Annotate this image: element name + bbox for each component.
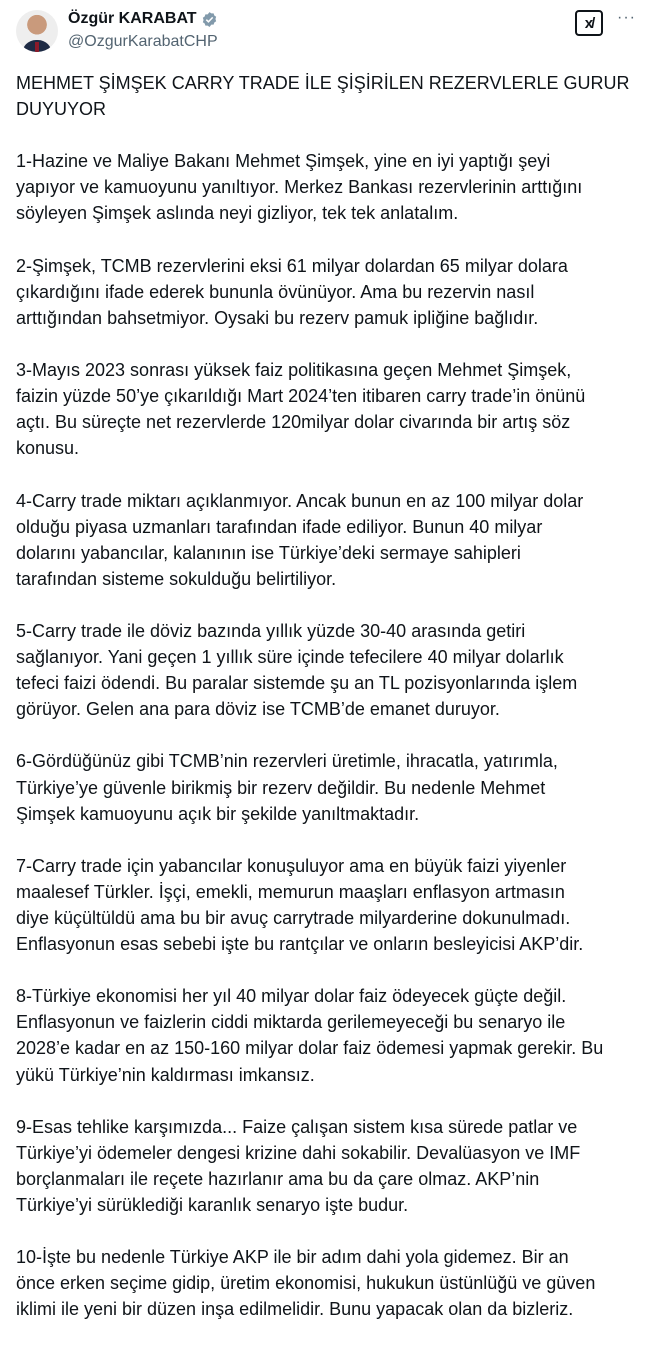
tweet-paragraph	[16, 488, 646, 592]
text-line: Türkiye’yi ödemeler dengesi krizine dahi sokabilir. Devalüasyon ve IMF	[16, 1142, 581, 1163]
tweet-paragraph	[16, 983, 646, 1087]
tweet-headline	[16, 70, 646, 122]
tweet-paragraph	[16, 1244, 646, 1322]
text-line: görüyor. Gelen ana para döviz ise TCMB’de emanet duruyor.	[16, 699, 500, 720]
text-line: 6-Gördüğünüz gibi TCMB’nin rezervleri üretimle, ihracatla, yatırımla,	[16, 751, 558, 772]
text-line: tefeci faizi ödendi. Bu paralar sistemde şu an TL pozisyonlarında işlem	[16, 673, 578, 694]
more-options-icon[interactable]: ···	[617, 9, 636, 26]
text-line: diye küçültüldü ama bu bir avuç carrytrade milyarderine dokunulmadı.	[16, 908, 571, 928]
text-line: olduğu piyasa uzmanları tarafından ifade ediliyor. Bunun 40 milyar	[16, 516, 543, 537]
tweet-paragraph	[16, 853, 646, 957]
tweet-paragraph	[16, 357, 646, 461]
text-line: faizin yüzde 50’ye çıkarıldığı Mart 2024’ten itibaren carry trade’in önünü	[16, 386, 586, 407]
verified-badge-icon	[201, 11, 218, 28]
text-line: DUYUYOR	[16, 99, 107, 120]
text-line: yapıyor ve kamuoyunu yanıltıyor. Merkez Bankası rezervlerinin arttığını	[16, 177, 583, 198]
text-line: 8-Türkiye ekonomisi her yıl 40 milyar dolar faiz ödeyecek güçte değil.	[16, 986, 567, 1007]
text-line: konusu.	[16, 438, 80, 459]
text-line: 1-Hazine ve Maliye Bakanı Mehmet Şimşek, yine en iyi yaptığı şeyi	[16, 151, 551, 172]
tweet-text	[16, 70, 646, 1349]
text-line: 4-Carry trade miktarı açıklanmıyor. Ancak bunun en az 100 milyar dolar	[16, 490, 584, 511]
avatar[interactable]	[16, 10, 58, 52]
text-line: Türkiye’ye güvenle birikmiş bir rezerv değildir. Bu nedenle Mehmet	[16, 777, 546, 798]
tweet-header	[0, 0, 650, 62]
text-line: 9-Esas tehlike karşımızda... Faize çalışan sistem kısa sürede patlar ve	[16, 1116, 578, 1137]
text-line: çıkardığını ifade ederek bununla övünüyor. Ama bu rezervin nasıl	[16, 281, 535, 302]
text-line: 2028’e kadar en az 150-160 milyar dolar faiz ödemesi yapmak gerekir. Bu	[16, 1038, 604, 1059]
text-line: 10-İşte bu nedenle Türkiye AKP ile bir adım dahi yola gidemez. Bir an	[16, 1247, 569, 1268]
text-line: 2-Şimşek, TCMB rezervlerini eksi 61 milyar dolardan 65 milyar dolara	[16, 255, 568, 276]
text-line: 3-Mayıs 2023 sonrası yüksek faiz politikasına geçen Mehmet Şimşek,	[16, 360, 572, 381]
text-line: yükü Türkiye’nin kaldırması imkansız.	[16, 1064, 315, 1085]
text-line: Enflasyonun ve faizlerin ciddi miktarda gerilemeyeceği bu senaryo ile	[16, 1012, 566, 1033]
text-line: arttığından bahsetmiyor. Oysaki bu rezerv pamuk ipliğine bağlıdır.	[16, 307, 539, 328]
text-line: sağlanıyor. Yani geçen 1 yıllık süre içinde tefecilere 40 milyar dolarlık	[16, 647, 564, 668]
author-handle[interactable]: @OzgurKarabatCHP	[68, 33, 218, 50]
text-line: 7-Carry trade için yabancılar konuşuluyor ama en büyük faizi yiyenler	[16, 855, 567, 876]
text-line: 5-Carry trade ile döviz bazında yıllık yüzde 30-40 arasında getiri	[16, 620, 526, 641]
text-line: maalesef Türkler. İşçi, emekli, memurun maaşları enflasyon artmasın	[16, 881, 565, 902]
text-line: söyleyen Şimşek aslında neyi gizliyor, tek tek anlatalım.	[16, 203, 459, 224]
text-line: önce erken seçime gidip, üretim ekonomisi, hukukun üstünlüğü ve güven	[16, 1273, 596, 1294]
text-line: dolarını yabancılar, kalanının ise Türkiye’deki sermaye sahipleri	[16, 542, 521, 563]
author-name-row[interactable]	[68, 10, 218, 28]
tweet-paragraph	[16, 253, 646, 331]
text-line: iklimi ile yeni bir düzen inşa edilmelidir. Bunu yapacak olan da bizleriz.	[16, 1299, 574, 1320]
grok-icon[interactable]: x/	[575, 10, 603, 36]
tweet-paragraph	[16, 148, 646, 226]
text-line: Enflasyonun esas sebebi işte bu rantçılar ve onların besleyicisi AKP’dir.	[16, 934, 584, 955]
text-line: açtı. Bu süreçte net rezervlerde 120milyar dolar civarında bir artış söz	[16, 412, 571, 433]
tweet-paragraph	[16, 618, 646, 722]
text-line: Türkiye’yi sürüklediği karanlık senaryo işte budur.	[16, 1195, 409, 1216]
tweet-paragraph	[16, 748, 646, 826]
text-line: tarafından sisteme sokulduğu belirtiliyor.	[16, 568, 337, 589]
tweet-paragraph	[16, 1114, 646, 1218]
text-line: MEHMET ŞİMŞEK CARRY TRADE İLE ŞİŞİRİLEN REZERVLERLE GURUR	[16, 73, 630, 93]
text-line: borçlanmaları ile reçete hazırlanır ama bu da çare olmaz. AKP’nin	[16, 1168, 540, 1189]
author-name[interactable]: Özgür KARABAT	[68, 10, 197, 27]
text-line: Şimşek kamuoyunu açık bir şekilde yanıltmaktadır.	[16, 803, 420, 824]
